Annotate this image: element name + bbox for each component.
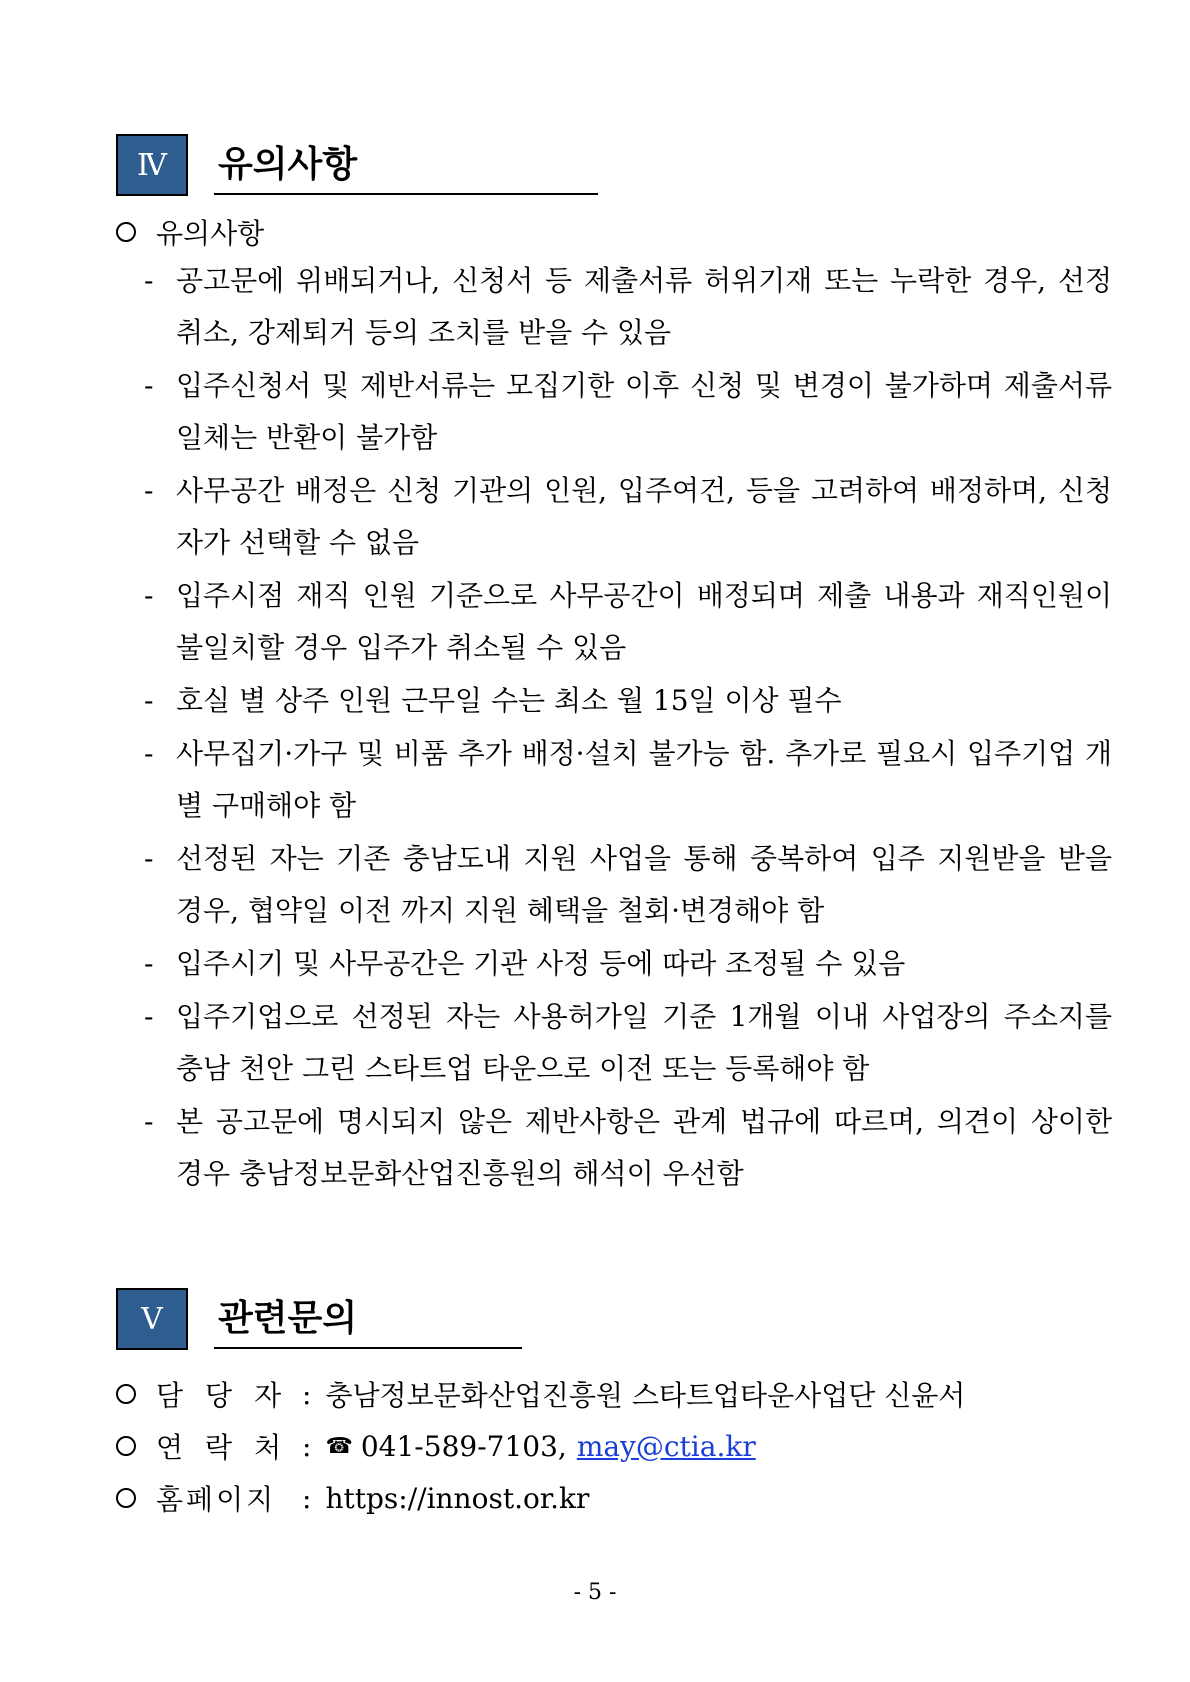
circle-bullet-icon [116, 1488, 136, 1508]
dash-marker: - [144, 737, 154, 770]
manager-value: 충남정보문화산업진흥원 스타트업타운사업단 신윤서 [325, 1379, 966, 1412]
section-v-title: 관련문의 [218, 1298, 358, 1339]
notice-item [144, 833, 1112, 937]
circle-bullet-icon [116, 222, 136, 242]
section-iv-header [116, 134, 596, 196]
page-number: - 5 - [573, 1580, 617, 1605]
notice-item [144, 1096, 1112, 1200]
notice-item [144, 938, 1084, 990]
notice-item [144, 360, 1112, 464]
contact-phone-row [116, 1426, 756, 1466]
homepage-url[interactable]: https://innost.or.kr [325, 1481, 590, 1515]
label-separator: : [302, 1429, 312, 1463]
notice-item [144, 675, 1084, 727]
notice-item [144, 570, 1112, 674]
notice-item-text: 입주시점 재직 인원 기준으로 사무공간이 배정되며 제출 내용과 재직인원이 불일치할 경우 입주가 취소될 수 있음 [176, 579, 1112, 664]
label-separator: : [302, 1481, 312, 1515]
contact-label: 연락처 [156, 1431, 304, 1464]
notice-item-text: 사무공간 배정은 신청 기관의 인원, 입주여건, 등을 고려하여 배정하며, 신청자가 선택할 수 없음 [176, 474, 1112, 559]
dash-marker: - [144, 264, 154, 297]
section-iv-underline [214, 193, 598, 195]
notice-item-text: 호실 별 상주 인원 근무일 수는 최소 월 15일 이상 필수 [176, 684, 842, 717]
section-v-numeral: Ⅴ [116, 1288, 188, 1350]
phone-icon: ☎ [325, 1433, 353, 1459]
notice-item [144, 255, 1112, 359]
manager-label: 담당자 [156, 1379, 304, 1412]
section-v-underline [214, 1347, 522, 1349]
dash-marker: - [144, 579, 154, 612]
notice-item [144, 728, 1112, 832]
notice-item-text: 입주시기 및 사무공간은 기관 사정 등에 따라 조정될 수 있음 [176, 947, 906, 980]
label-separator: : [302, 1377, 312, 1411]
notice-item-text: 선정된 자는 기존 충남도내 지원 사업을 통해 중복하여 입주 지원받을 받을 경우, 협약일 이전 까지 지원 혜택을 철회·변경해야 함 [176, 842, 1112, 927]
notice-bullet [116, 212, 264, 252]
notice-item-text: 입주신청서 및 제반서류는 모집기한 이후 신청 및 변경이 불가하며 제출서류 일체는 반환이 불가함 [176, 369, 1112, 454]
notice-item-text: 사무집기·가구 및 비품 추가 배정·설치 불가능 함. 추가로 필요시 입주기업 개별 구매해야 함 [176, 737, 1112, 822]
circle-bullet-icon [116, 1384, 136, 1404]
notice-bullet-label: 유의사항 [156, 217, 265, 250]
email-link[interactable]: may@ctia.kr [576, 1429, 756, 1463]
dash-marker: - [144, 947, 154, 980]
dash-marker: - [144, 842, 154, 875]
notice-item-text: 입주기업으로 선정된 자는 사용허가일 기준 1개월 이내 사업장의 주소지를 충남 천안 그린 스타트업 타운으로 이전 또는 등록해야 함 [176, 1000, 1112, 1085]
circle-bullet-icon [116, 1436, 136, 1456]
section-v-header [116, 1288, 536, 1350]
notice-item-text: 공고문에 위배되거나, 신청서 등 제출서류 허위기재 또는 누락한 경우, 선정 취소, 강제퇴거 등의 조치를 받을 수 있음 [176, 264, 1112, 349]
contact-manager-row [116, 1374, 965, 1414]
dash-marker: - [144, 369, 154, 402]
section-iv-title: 유의사항 [218, 144, 358, 185]
dash-marker: - [144, 684, 154, 717]
dash-marker: - [144, 474, 154, 507]
phone-number: 041-589-7103, [360, 1429, 567, 1463]
section-iv-numeral: Ⅳ [116, 134, 188, 196]
notice-item [144, 465, 1112, 569]
homepage-label: 홈페이지 [156, 1483, 277, 1516]
notice-item-text: 본 공고문에 명시되지 않은 제반사항은 관계 법규에 따르며, 의견이 상이한 경우 충남정보문화산업진흥원의 해석이 우선함 [176, 1105, 1112, 1190]
dash-marker: - [144, 1000, 154, 1033]
contact-homepage-row [116, 1478, 589, 1518]
dash-marker: - [144, 1105, 154, 1138]
notice-item [144, 991, 1112, 1095]
